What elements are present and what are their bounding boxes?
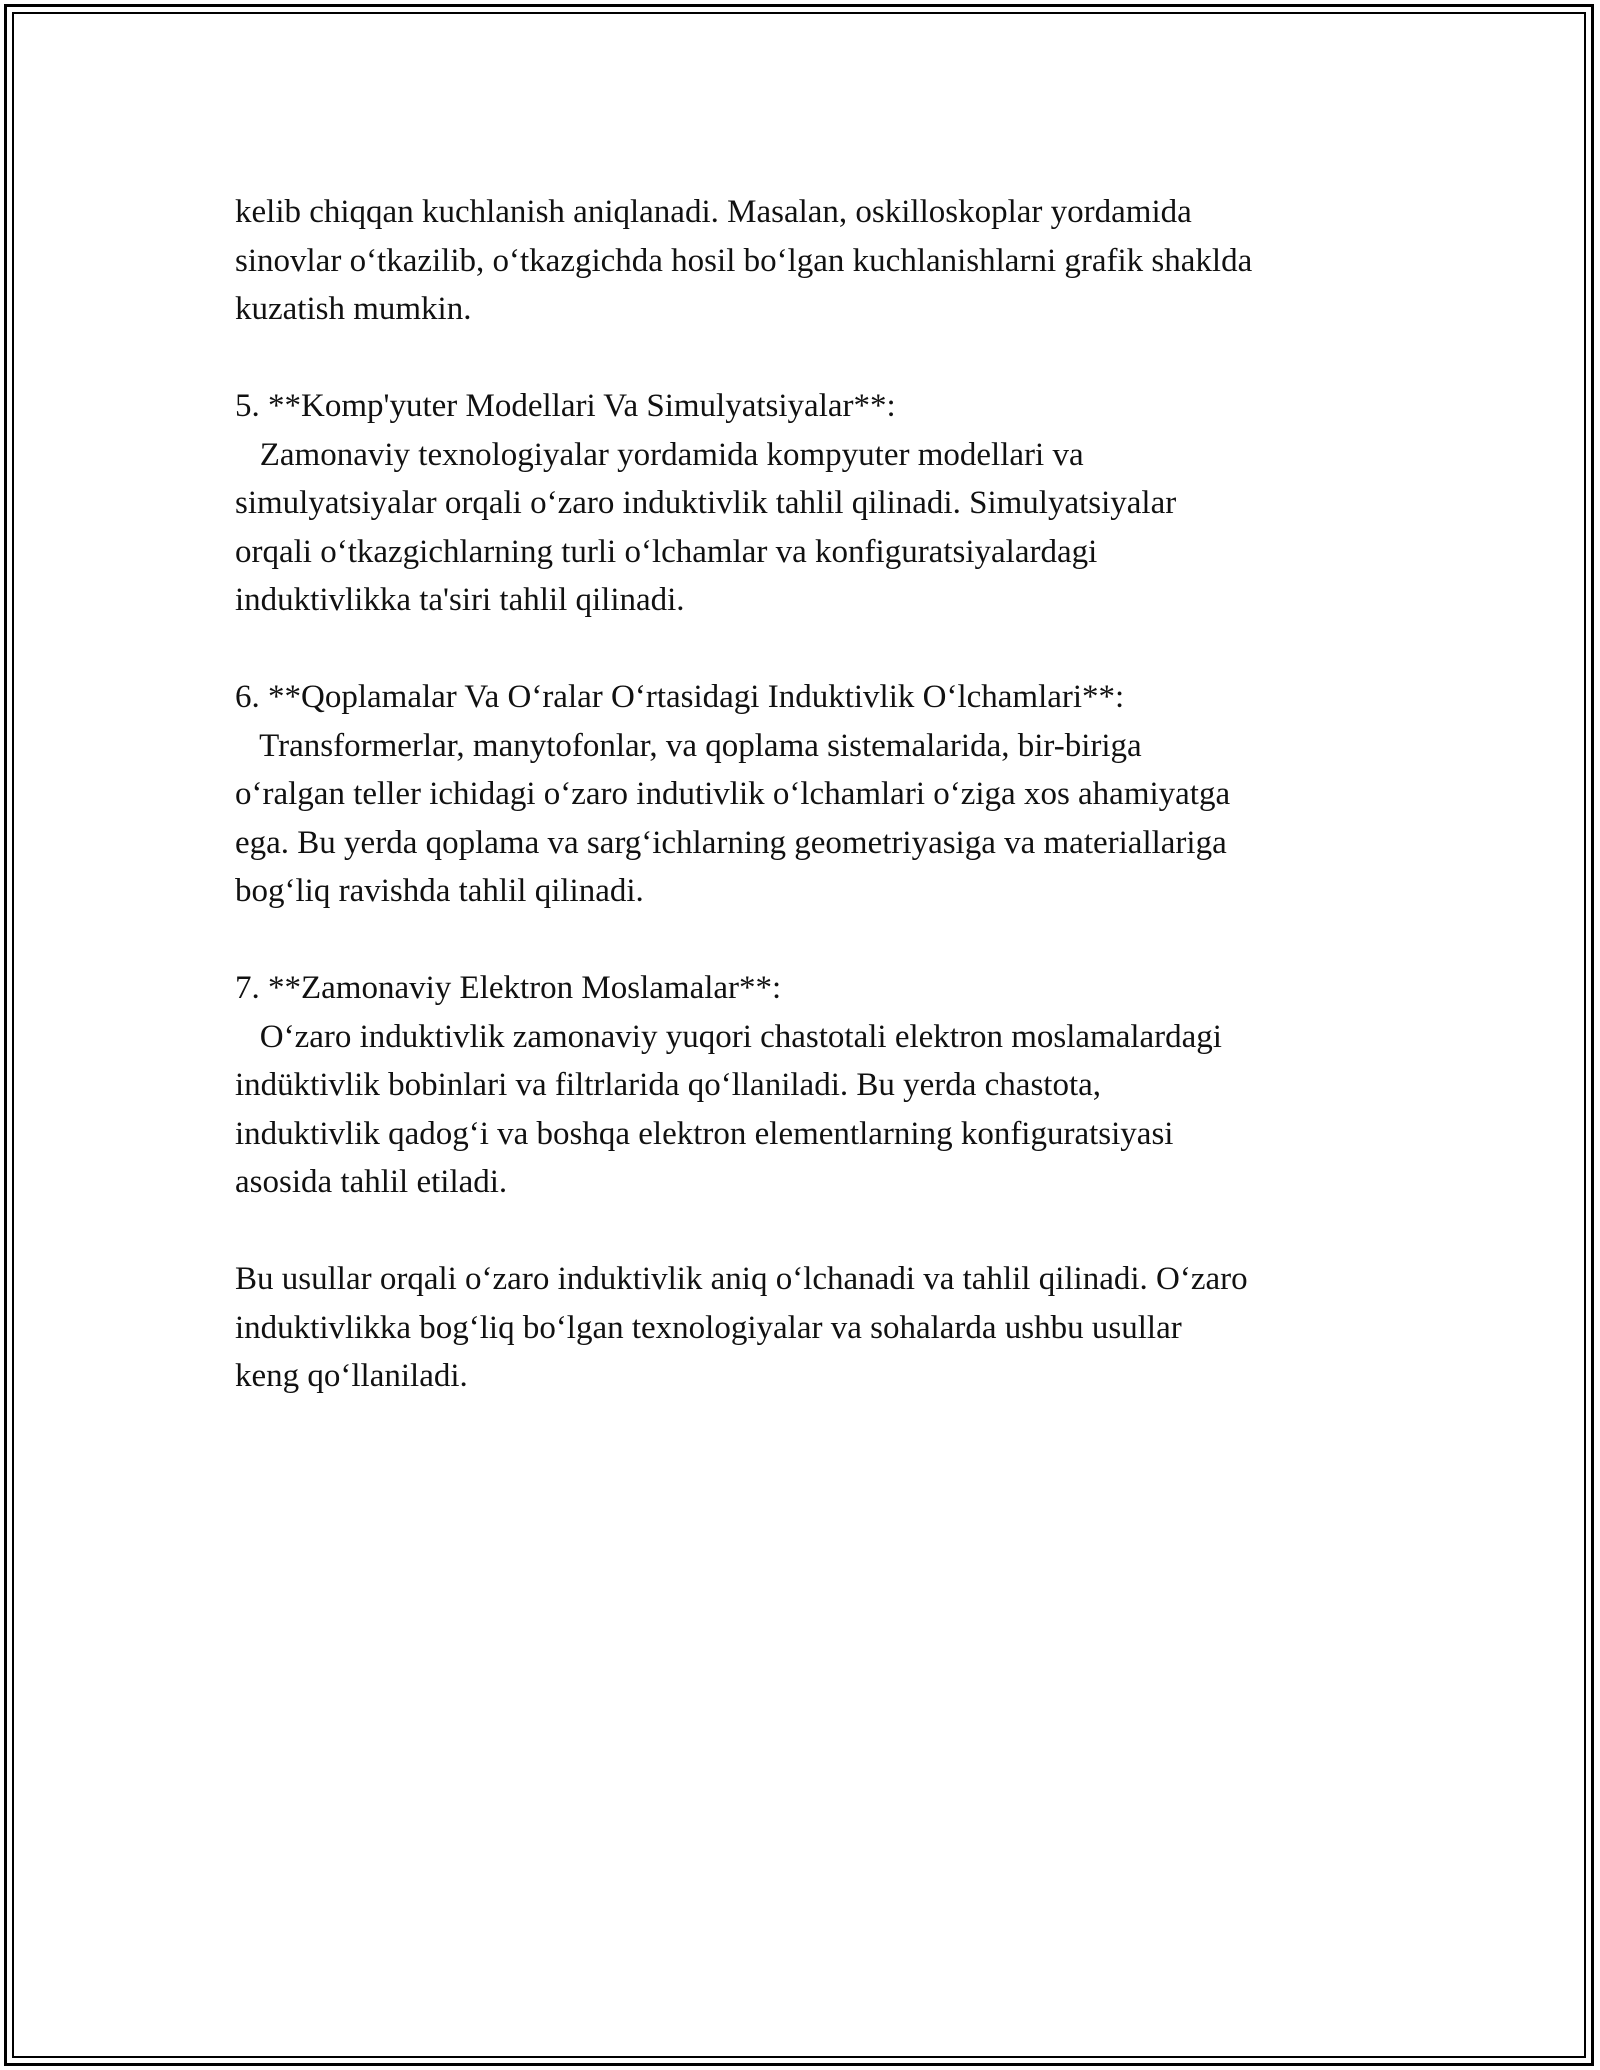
- conclusion-paragraph: [235, 1255, 1415, 1401]
- section-5-line: orqali o‘tkazgichlarning turli o‘lchamlar va konfiguratsiyalardagi: [235, 533, 1098, 570]
- intro-line: kelib chiqqan kuchlanish aniqlanadi. Masalan, oskilloskoplar yordamida: [235, 194, 1192, 230]
- section-6-line: Transformerlar, manytofonlar, va qoplama sistemalarida, bir-biriga: [235, 727, 1142, 764]
- conclusion-line: keng qo‘llaniladi.: [235, 1358, 468, 1394]
- section-6-line: bog‘liq ravishda tahlil qilinadi.: [235, 873, 644, 909]
- section-7-heading: 7. **Zamonaviy Elektron Moslamalar**:: [235, 970, 782, 1006]
- document-body: [235, 188, 1415, 1449]
- conclusion-line: induktivlikka bog‘liq bo‘lgan texnologiyalar va sohalarda ushbu usullar: [235, 1309, 1182, 1346]
- section-7-line: induktivlik qadog‘i va boshqa elektron elementlarning konfiguratsiyasi: [235, 1115, 1174, 1152]
- section-6-heading: 6. **Qoplamalar Va O‘ralar O‘rtasidagi Induktivlik O‘lchamlari**:: [235, 679, 1125, 715]
- section-5-line: simulyatsiyalar orqali o‘zaro induktivlik tahlil qilinadi. Simulyatsiyalar: [235, 485, 1177, 521]
- intro-line: kuzatish mumkin.: [235, 291, 472, 327]
- section-6-line: ega. Bu yerda qoplama va sarg‘ichlarning geometriyasiga va materiallariga: [235, 824, 1227, 861]
- section-6: [235, 673, 1415, 916]
- section-7-line: O‘zaro induktivlik zamonaviy yuqori chastotali elektron moslamalardagi: [235, 1018, 1222, 1055]
- section-6-line: o‘ralgan teller ichidagi o‘zaro indutivlik o‘lchamlari o‘ziga xos ahamiyatga: [235, 776, 1231, 812]
- conclusion-line: Bu usullar orqali o‘zaro induktivlik aniq o‘lchanadi va tahlil qilinadi. O‘zaro: [235, 1261, 1248, 1297]
- section-7-line: indüktivlik bobinlari va filtrlarida qo‘llaniladi. Bu yerda chastota,: [235, 1067, 1102, 1103]
- intro-paragraph: [235, 188, 1415, 334]
- section-5-line: Zamonaviy texnologiyalar yordamida kompyuter modellari va: [235, 436, 1084, 473]
- intro-line: sinovlar o‘tkazilib, o‘tkazgichda hosil bo‘lgan kuchlanishlarni grafik shaklda: [235, 242, 1253, 279]
- section-7-line: asosida tahlil etiladi.: [235, 1164, 508, 1200]
- section-7: [235, 964, 1415, 1207]
- section-5-heading: 5. **Komp'yuter Modellari Va Simulyatsiyalar**:: [235, 388, 896, 424]
- section-5: [235, 382, 1415, 625]
- section-5-line: induktivlikka ta'siri tahlil qilinadi.: [235, 582, 685, 618]
